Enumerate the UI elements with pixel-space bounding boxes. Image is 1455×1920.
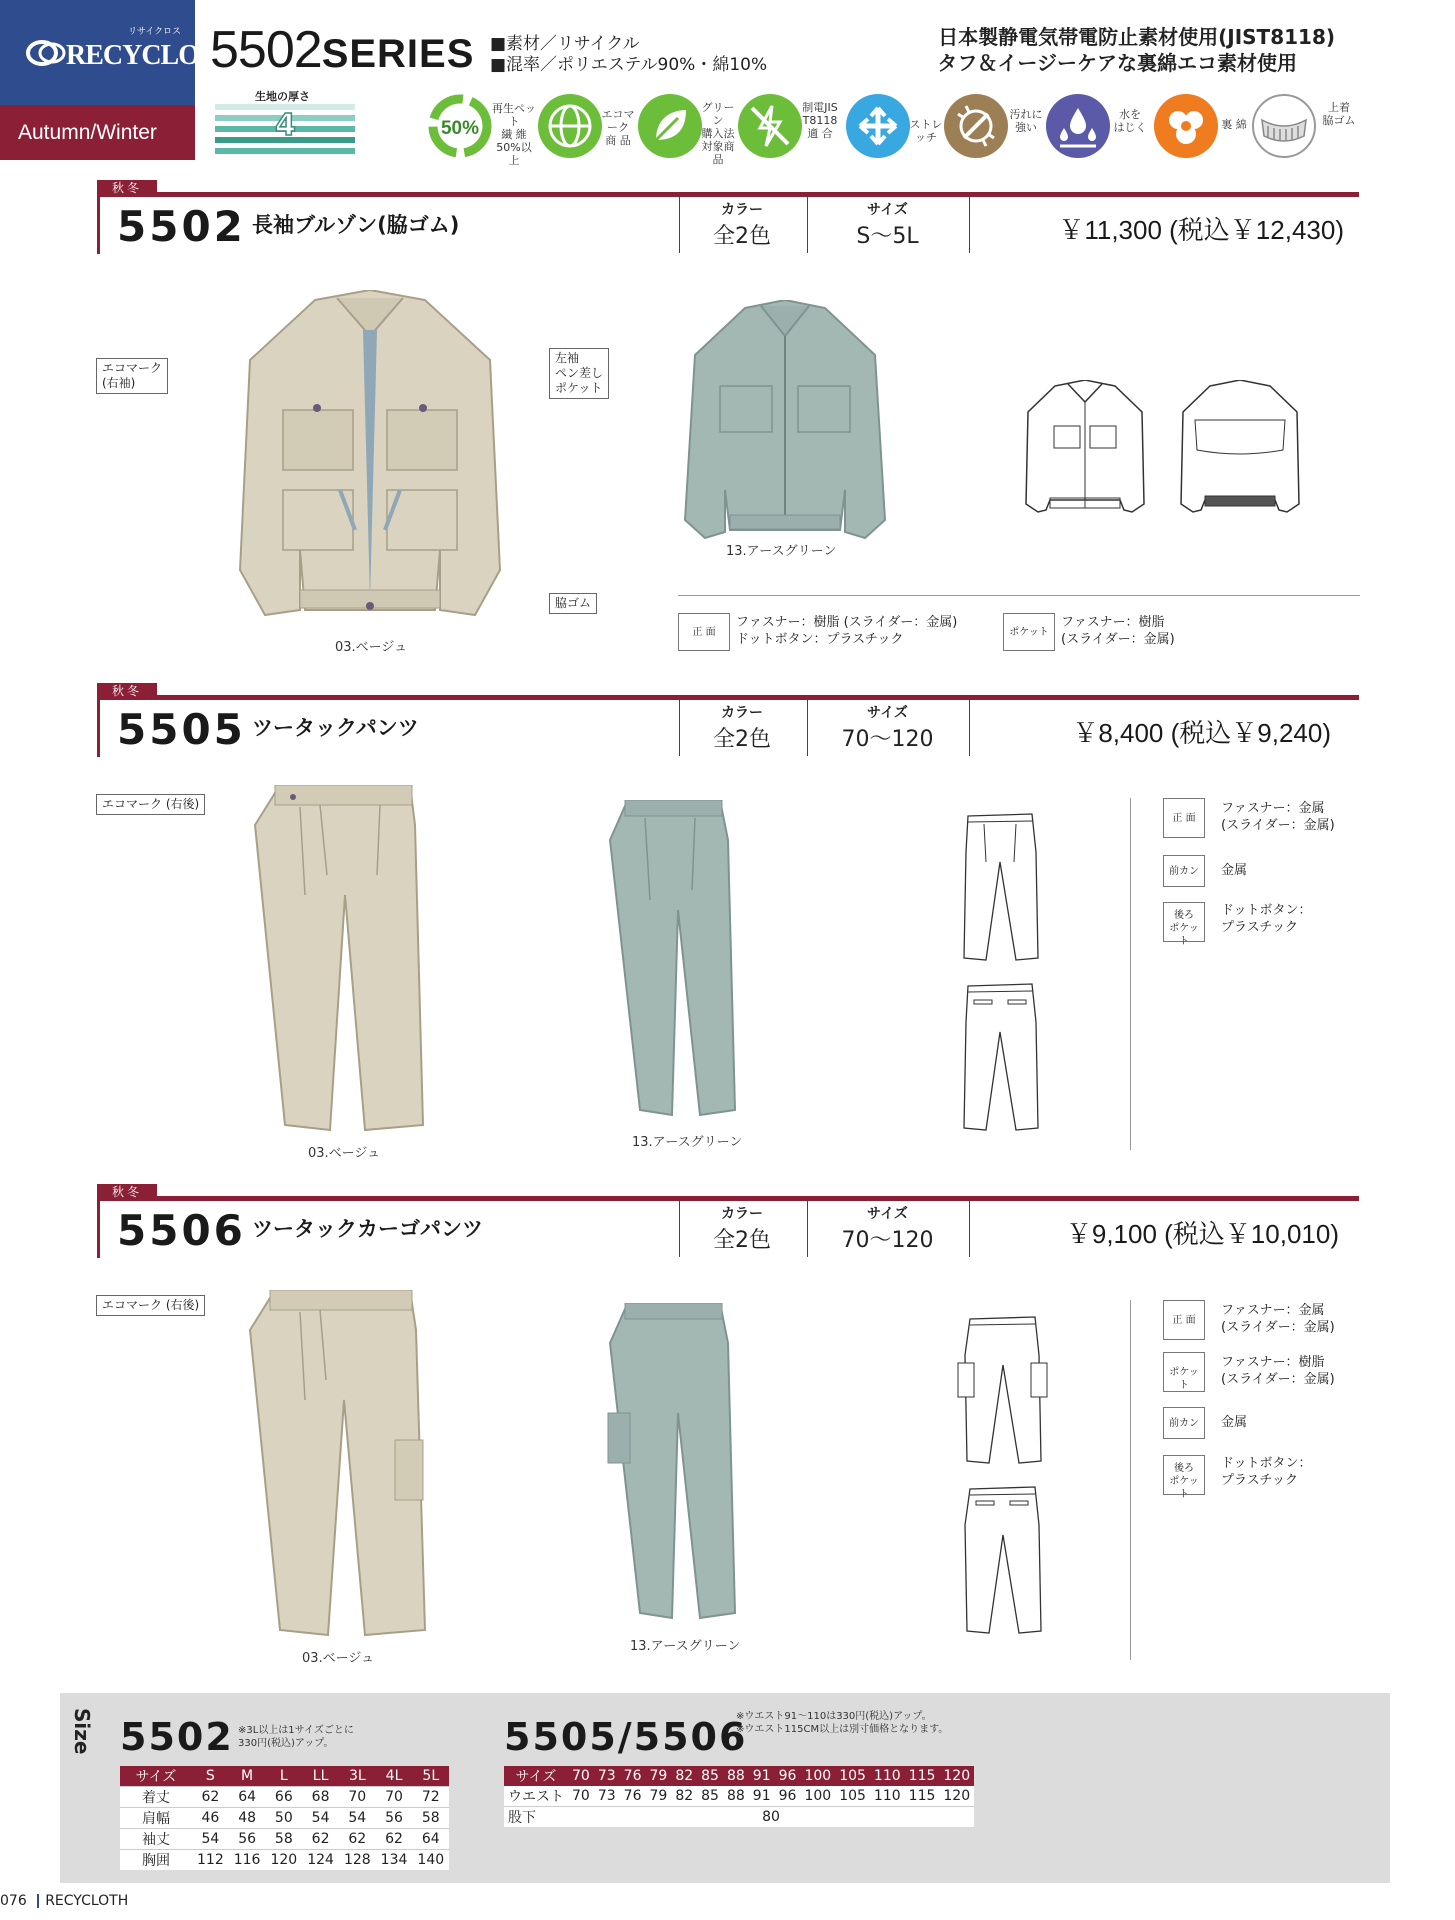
row-label: 袖丈 bbox=[120, 1829, 192, 1850]
stain-resist-icon bbox=[944, 94, 1008, 158]
spec-val-front: ファスナー：金属 (スライダー：金属) bbox=[1221, 1303, 1335, 1335]
size-info: サイズ 70〜120 bbox=[807, 1201, 967, 1257]
table-cell: 134 bbox=[376, 1850, 413, 1871]
table-cell: 115 bbox=[905, 1786, 940, 1807]
table-row bbox=[120, 1787, 449, 1808]
row-label: ウエスト bbox=[504, 1786, 568, 1807]
product-name: ツータックパンツ bbox=[252, 716, 419, 740]
table-cell: 73 bbox=[594, 1786, 620, 1807]
row-label: 股下 bbox=[504, 1807, 568, 1828]
size-col-header: 88 bbox=[723, 1766, 749, 1786]
divider bbox=[1130, 798, 1131, 1150]
table-cell: 85 bbox=[697, 1786, 723, 1807]
size-col-header: 79 bbox=[645, 1766, 671, 1786]
season-tag: 秋冬 bbox=[97, 180, 157, 197]
table-cell: 82 bbox=[671, 1786, 697, 1807]
callout-side-elastic: 脇ゴム bbox=[549, 593, 597, 614]
table-row bbox=[504, 1807, 974, 1828]
table-cell: 58 bbox=[265, 1829, 302, 1850]
elastic-waist-label: 上着 脇ゴム bbox=[1322, 101, 1356, 127]
table-cell: 48 bbox=[229, 1808, 266, 1829]
table-cell: 64 bbox=[229, 1787, 266, 1808]
table-cell: 105 bbox=[835, 1786, 870, 1807]
headline-1: 日本製静電気帯電防止素材使用(JIST8118) bbox=[938, 25, 1335, 49]
spec-val-back-pocket: ドットボタン： プラスチック bbox=[1221, 1456, 1312, 1488]
spec-val-pocket: ファスナー：樹脂 (スライダー：金属) bbox=[1061, 615, 1175, 647]
size-col-header: 91 bbox=[749, 1766, 775, 1786]
product-code: 5502 bbox=[117, 202, 246, 251]
spec-val-front: ファスナー：金属 (スライダー：金属) bbox=[1221, 801, 1335, 833]
table-cell: 62 bbox=[339, 1829, 376, 1850]
table-cell: 56 bbox=[376, 1808, 413, 1829]
spec-key-back-pocket: 後ろ ポケット bbox=[1163, 1455, 1205, 1495]
table-cell: 76 bbox=[620, 1786, 646, 1807]
spec-key-hook: 前カン bbox=[1163, 1407, 1205, 1439]
size-col-header: M bbox=[229, 1766, 266, 1787]
svg-text:50%: 50% bbox=[440, 118, 480, 139]
water-repel-icon bbox=[1046, 94, 1110, 158]
size-col-header: 100 bbox=[800, 1766, 835, 1786]
size-col-header: L bbox=[265, 1766, 302, 1787]
size-info: サイズ 70〜120 bbox=[807, 700, 967, 756]
callout-eco-mark: エコマーク (右後) bbox=[96, 1295, 205, 1316]
table-cell: 124 bbox=[302, 1850, 339, 1871]
pants-front-drawing bbox=[960, 812, 1040, 962]
spec-val-hook: 金属 bbox=[1221, 863, 1248, 878]
season-tag: 秋冬 bbox=[97, 1184, 157, 1201]
spec-key-front: 正 面 bbox=[1163, 1300, 1205, 1340]
table-cell: 100 bbox=[800, 1786, 835, 1807]
table-cell: 46 bbox=[192, 1808, 229, 1829]
table-cell: 70 bbox=[568, 1786, 594, 1807]
thickness-label: 生地の厚さ bbox=[255, 90, 310, 103]
table-cell: 128 bbox=[339, 1850, 376, 1871]
product-header-5502 bbox=[97, 180, 1359, 251]
table-cell: 70 bbox=[376, 1787, 413, 1808]
size-col-header: 82 bbox=[671, 1766, 697, 1786]
product-code: 5506 bbox=[117, 1206, 246, 1255]
callout-eco-mark: エコマーク (右後) bbox=[96, 794, 205, 815]
spec-key-front: 正 面 bbox=[1163, 798, 1205, 838]
table-cell: 79 bbox=[645, 1786, 671, 1807]
table-cell: 120 bbox=[939, 1786, 974, 1807]
size-table-5502 bbox=[120, 1766, 449, 1870]
callout-pen-pocket: 左袖 ペン差し ポケット bbox=[549, 348, 609, 399]
spec-val-pocket: ファスナー：樹脂 (スライダー：金属) bbox=[1221, 1355, 1335, 1387]
size-col-header: 3L bbox=[339, 1766, 376, 1787]
size-col-header: 115 bbox=[905, 1766, 940, 1786]
size-col-header: LL bbox=[302, 1766, 339, 1787]
color-info: カラー 全2色 bbox=[679, 197, 804, 253]
blend-line: ■混率／ポリエステル90%・綿10% bbox=[490, 55, 768, 75]
stretch-label: ストレッチ bbox=[909, 118, 943, 144]
size-info: サイズ S〜5L bbox=[807, 197, 967, 253]
recycle-pet-icon bbox=[428, 94, 492, 158]
size-label: Size bbox=[70, 1708, 94, 1755]
spec-key-back-pocket: 後ろ ポケット bbox=[1163, 902, 1205, 942]
spec-key-pocket: ポケット bbox=[1003, 613, 1055, 651]
table-row bbox=[120, 1808, 449, 1829]
thickness-value: 4 bbox=[275, 108, 296, 143]
table-row bbox=[120, 1829, 449, 1850]
spec-key-hook: 前カン bbox=[1163, 855, 1205, 887]
eco-mark-label: エコマーク 商 品 bbox=[601, 108, 635, 147]
table-cell: 50 bbox=[265, 1808, 302, 1829]
table-cell: 54 bbox=[302, 1808, 339, 1829]
row-label: 着丈 bbox=[120, 1787, 192, 1808]
season-label: Autumn/Winter bbox=[0, 105, 195, 160]
table-cell: 91 bbox=[749, 1786, 775, 1807]
season-tag: 秋冬 bbox=[97, 683, 157, 700]
divider bbox=[1130, 1300, 1131, 1660]
product-header-5505 bbox=[97, 683, 1359, 754]
size-col-header: 85 bbox=[697, 1766, 723, 1786]
size-code-5502: 5502 bbox=[120, 1715, 234, 1759]
size-col-header: 105 bbox=[835, 1766, 870, 1786]
pants-beige-photo bbox=[245, 785, 435, 1135]
pants-back-drawing bbox=[960, 982, 1040, 1132]
cargo-back-drawing bbox=[960, 1485, 1045, 1635]
recycloth-logo-icon bbox=[26, 36, 70, 70]
table-cell: 56 bbox=[229, 1829, 266, 1850]
spec-val-hook: 金属 bbox=[1221, 1415, 1248, 1430]
row-label: 胸囲 bbox=[120, 1850, 192, 1871]
table-cell: 96 bbox=[775, 1786, 801, 1807]
size-col-header: 110 bbox=[870, 1766, 905, 1786]
size-col-header: 120 bbox=[939, 1766, 974, 1786]
green-purchase-icon bbox=[638, 94, 702, 158]
pants-green-photo bbox=[600, 800, 740, 1120]
spec-val-front: ファスナー：樹脂 (スライダー：金属) ドットボタン：プラスチック bbox=[736, 615, 958, 647]
stain-resist-label: 汚れに 強い bbox=[1009, 108, 1043, 134]
brand-kana: リサイクロス bbox=[128, 27, 182, 37]
green-purchase-label: グリーン 購入法 対象商品 bbox=[701, 101, 735, 166]
table-cell: 68 bbox=[302, 1787, 339, 1808]
size-note-5505-5506: ※ウエスト91〜110は330円(税込)アップ。 ※ウエスト115CM以上は別寸価格となります。 bbox=[736, 1711, 949, 1735]
cargo-beige-photo bbox=[240, 1290, 440, 1640]
table-cell: 110 bbox=[870, 1786, 905, 1807]
spec-key-front: 正 面 bbox=[678, 613, 730, 651]
jacket-front-drawing bbox=[1020, 380, 1150, 520]
jacket-back-drawing bbox=[1175, 380, 1305, 520]
cotton-lining-icon bbox=[1154, 94, 1218, 158]
footer-brand: RECYCLOTH bbox=[45, 1893, 129, 1909]
table-cell: 66 bbox=[265, 1787, 302, 1808]
caption-green: 13.アースグリーン bbox=[630, 1639, 741, 1654]
cargo-green-photo bbox=[600, 1303, 740, 1623]
table-cell: 80 bbox=[568, 1807, 974, 1828]
table-cell: 116 bbox=[229, 1850, 266, 1871]
size-col-header: 96 bbox=[775, 1766, 801, 1786]
size-col-header: 5L bbox=[412, 1766, 449, 1787]
antistatic-label: 制電JIS T8118 適 合 bbox=[802, 101, 838, 140]
table-cell: 62 bbox=[302, 1829, 339, 1850]
table-cell: 64 bbox=[412, 1829, 449, 1850]
product-name: ツータックカーゴパンツ bbox=[252, 1217, 483, 1241]
caption-beige: 03.ベージュ bbox=[308, 1146, 381, 1161]
size-col-header: 73 bbox=[594, 1766, 620, 1786]
table-cell: 54 bbox=[192, 1829, 229, 1850]
size-note-5502: ※3L以上は1サイズごとに 330円(税込)アップ。 bbox=[238, 1725, 354, 1749]
table-cell: 62 bbox=[192, 1787, 229, 1808]
size-row-header: サイズ bbox=[504, 1766, 568, 1786]
table-row bbox=[120, 1850, 449, 1871]
spec-val-back-pocket: ドットボタン： プラスチック bbox=[1221, 903, 1312, 935]
elastic-waist-icon bbox=[1252, 94, 1316, 158]
water-repel-label: 水を はじく bbox=[1113, 108, 1147, 134]
divider bbox=[678, 595, 1360, 596]
caption-beige: 03.ベージュ bbox=[302, 1651, 375, 1666]
size-row-header: サイズ bbox=[120, 1766, 192, 1787]
color-info: カラー 全2色 bbox=[679, 1201, 804, 1257]
table-cell: 54 bbox=[339, 1808, 376, 1829]
page-number: 076 bbox=[0, 1893, 27, 1909]
table-row bbox=[504, 1786, 974, 1807]
eco-mark-icon bbox=[538, 94, 602, 158]
thickness-indicator bbox=[215, 88, 355, 154]
table-cell: 140 bbox=[412, 1850, 449, 1871]
table-cell: 72 bbox=[412, 1787, 449, 1808]
footer bbox=[0, 1893, 128, 1909]
cotton-lining-label: 裏 綿 bbox=[1221, 118, 1247, 131]
product-price: ￥11,300 (税込￥12,430) bbox=[1058, 215, 1344, 245]
stretch-icon bbox=[846, 94, 910, 158]
size-table-5505-5506 bbox=[504, 1766, 974, 1827]
product-header-5506 bbox=[97, 1184, 1359, 1255]
caption-beige: 03.ベージュ bbox=[335, 640, 408, 655]
cargo-front-drawing bbox=[955, 1315, 1050, 1465]
color-info: カラー 全2色 bbox=[679, 700, 804, 756]
jacket-green-photo bbox=[675, 300, 895, 540]
size-col-header: 4L bbox=[376, 1766, 413, 1787]
jacket-beige-photo bbox=[225, 290, 515, 630]
recycle-pet-label: 再生ペット 繊 維 50%以上 bbox=[492, 102, 536, 167]
table-cell: 58 bbox=[412, 1808, 449, 1829]
product-name: 長袖ブルゾン(脇ゴム) bbox=[252, 213, 460, 237]
caption-green: 13.アースグリーン bbox=[632, 1135, 743, 1150]
table-cell: 120 bbox=[265, 1850, 302, 1871]
series-title: 5502SERIES bbox=[210, 21, 475, 79]
headline-2: タフ＆イージーケアな裏綿エコ素材使用 bbox=[937, 51, 1297, 75]
material-line: ■素材／リサイクル bbox=[490, 34, 640, 54]
product-price: ￥9,100 (税込￥10,010) bbox=[1065, 1219, 1339, 1249]
product-code: 5505 bbox=[117, 705, 246, 754]
size-code-5505-5506: 5505/5506 bbox=[504, 1715, 748, 1759]
table-cell: 88 bbox=[723, 1786, 749, 1807]
row-label: 肩幅 bbox=[120, 1808, 192, 1829]
caption-green: 13.アースグリーン bbox=[726, 544, 837, 559]
callout-eco-mark: エコマーク (右袖) bbox=[96, 358, 168, 394]
antistatic-icon bbox=[738, 94, 802, 158]
table-cell: 70 bbox=[339, 1787, 376, 1808]
size-col-header: S bbox=[192, 1766, 229, 1787]
spec-key-pocket: ポケット bbox=[1163, 1352, 1205, 1392]
size-col-header: 70 bbox=[568, 1766, 594, 1786]
table-cell: 62 bbox=[376, 1829, 413, 1850]
table-cell: 112 bbox=[192, 1850, 229, 1871]
brand-name: RECYCLOTH bbox=[66, 40, 238, 71]
size-col-header: 76 bbox=[620, 1766, 646, 1786]
product-price: ￥8,400 (税込￥9,240) bbox=[1072, 718, 1331, 748]
